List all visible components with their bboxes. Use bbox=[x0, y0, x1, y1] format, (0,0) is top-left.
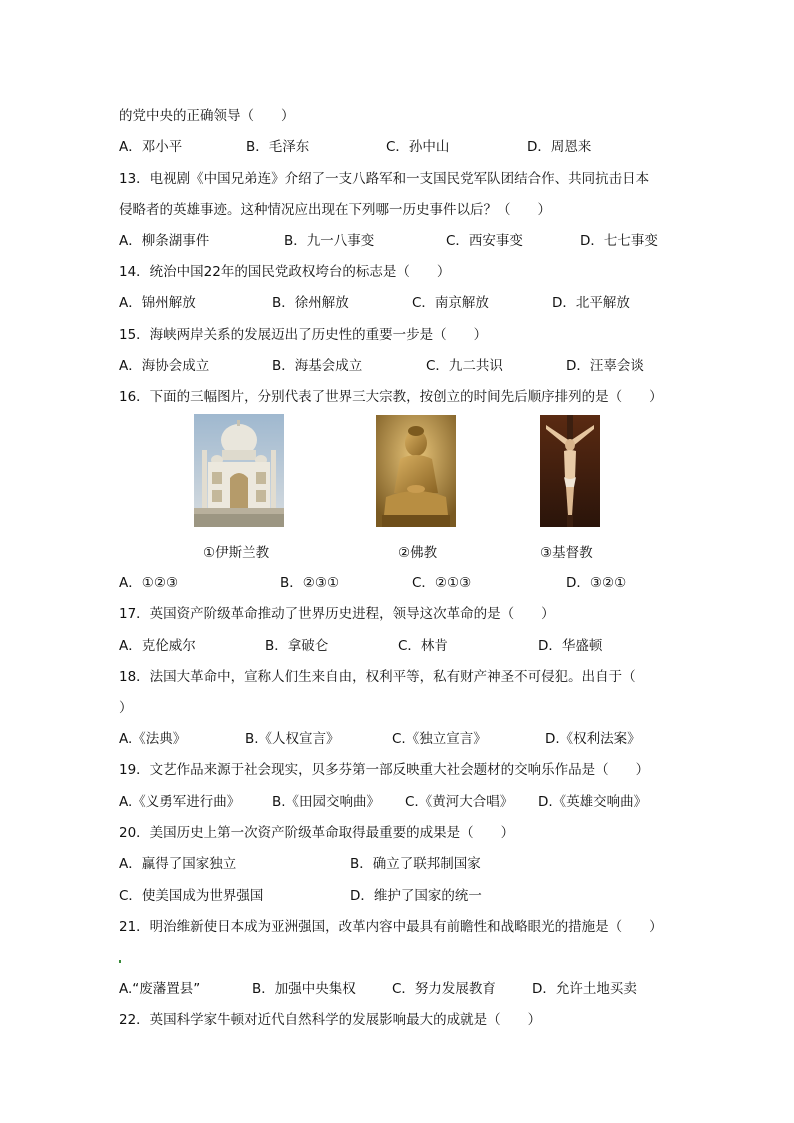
q12-stem-tail: 的党中央的正确领导（ ） bbox=[119, 108, 295, 124]
q13-option-d: D．七七事变 bbox=[580, 233, 658, 249]
q13-option-a: A．柳条湖事件 bbox=[119, 233, 210, 249]
q20-option-b: B．确立了联邦制国家 bbox=[350, 856, 481, 872]
q21-option-a: A.“废藩置县” bbox=[119, 981, 201, 997]
q17-option-c: C．林肯 bbox=[398, 638, 448, 654]
q12-option-c: C．孙中山 bbox=[386, 139, 450, 155]
q20-option-c: C．使美国成为世界强国 bbox=[119, 888, 264, 904]
q18-option-c: C.《独立宣言》 bbox=[392, 731, 487, 747]
taj-mahal-photo bbox=[194, 414, 284, 527]
q15-option-d: D．汪辜会谈 bbox=[566, 358, 644, 374]
q12-option-a: A．邓小平 bbox=[119, 139, 183, 155]
caption-buddhism: ②佛教 bbox=[398, 545, 438, 561]
q21-stem: 21．明治维新使日本成为亚洲强国，改革内容中最具有前瞻性和战略眼光的措施是（ ） bbox=[119, 919, 663, 935]
crucifixion-painting bbox=[540, 415, 600, 527]
q13-option-b: B．九一八事变 bbox=[284, 233, 375, 249]
q17-option-d: D．华盛顿 bbox=[538, 638, 603, 654]
q16-option-d: D．③②① bbox=[566, 575, 627, 591]
q20-option-d: D．维护了国家的统一 bbox=[350, 888, 482, 904]
q18-option-d: D.《权利法案》 bbox=[545, 731, 641, 747]
q12-option-b: B．毛泽东 bbox=[246, 139, 310, 155]
q18-stem-line2: ） bbox=[119, 700, 133, 716]
q15-option-b: B．海基会成立 bbox=[272, 358, 363, 374]
q19-option-b: B.《田园交响曲》 bbox=[272, 794, 381, 810]
q14-stem: 14．统治中国22年的国民党政权垮台的标志是（ ） bbox=[119, 264, 451, 280]
q15-option-c: C．九二共识 bbox=[426, 358, 503, 374]
q17-option-a: A．克伦威尔 bbox=[119, 638, 196, 654]
q21-option-c: C．努力发展教育 bbox=[392, 981, 496, 997]
q13-stem-line1: 13．电视剧《中国兄弟连》介绍了一支八路军和一支国民党军队团结合作、共同抗击日本 bbox=[119, 171, 650, 187]
q21-option-d: D．允许土地买卖 bbox=[532, 981, 637, 997]
q16-stem: 16．下面的三幅图片，分别代表了世界三大宗教，按创立的时间先后顺序排列的是（ ） bbox=[119, 389, 663, 405]
q15-option-a: A．海协会成立 bbox=[119, 358, 210, 374]
q14-option-d: D．北平解放 bbox=[552, 295, 630, 311]
q18-option-b: B.《人权宣言》 bbox=[245, 731, 340, 747]
q13-option-c: C．西安事变 bbox=[446, 233, 523, 249]
q15-stem: 15．海峡两岸关系的发展迈出了历史性的重要一步是（ ） bbox=[119, 327, 488, 343]
q17-option-b: B．拿破仑 bbox=[265, 638, 329, 654]
buddha-statue-photo bbox=[376, 415, 456, 527]
q14-option-b: B．徐州解放 bbox=[272, 295, 349, 311]
q16-option-a: A．①②③ bbox=[119, 575, 179, 591]
q14-option-a: A．锦州解放 bbox=[119, 295, 196, 311]
q20-option-a: A．赢得了国家独立 bbox=[119, 856, 237, 872]
q13-stem-line2: 侵略者的英雄事迹。这种情况应出现在下列哪一历史事件以后？（ ） bbox=[119, 202, 551, 218]
q18-stem-line1: 18．法国大革命中，宣称人们生来自由，权利平等，私有财产神圣不可侵犯。出自于（ bbox=[119, 669, 636, 685]
q20-stem: 20．美国历史上第一次资产阶级革命取得最重要的成果是（ ） bbox=[119, 825, 515, 841]
q21-option-b: B．加强中央集权 bbox=[252, 981, 356, 997]
q19-option-c: C.《黄河大合唱》 bbox=[405, 794, 514, 810]
q19-option-d: D.《英雄交响曲》 bbox=[538, 794, 648, 810]
q18-option-a: A.《法典》 bbox=[119, 731, 187, 747]
q22-stem: 22．英国科学家牛顿对近代自然科学的发展影响最大的成就是（ ） bbox=[119, 1012, 542, 1028]
caption-islam: ①伊斯兰教 bbox=[203, 545, 270, 561]
caption-christianity: ③基督教 bbox=[540, 545, 593, 561]
q19-stem: 19．文艺作品来源于社会现实，贝多芬第一部反映重大社会题材的交响乐作品是（ ） bbox=[119, 762, 650, 778]
stray-mark bbox=[119, 960, 121, 963]
q16-option-b: B．②③① bbox=[280, 575, 340, 591]
q17-stem: 17．英国资产阶级革命推动了世界历史进程，领导这次革命的是（ ） bbox=[119, 606, 555, 622]
q19-option-a: A.《义勇军进行曲》 bbox=[119, 794, 241, 810]
q14-option-c: C．南京解放 bbox=[412, 295, 489, 311]
q16-option-c: C．②①③ bbox=[412, 575, 472, 591]
q12-option-d: D．周恩来 bbox=[527, 139, 592, 155]
